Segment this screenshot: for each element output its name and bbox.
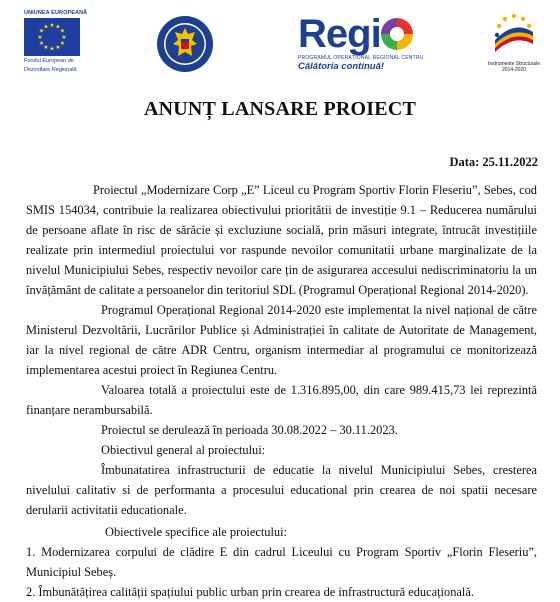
svg-text:★: ★: [43, 44, 49, 51]
paragraph-program-info: Programul Operațional Regional 2014-2020 este implementat la nivel național de către Ministerul Dezvoltării, Lucrărilor Publice și Administrației în calitate de Autoritate de Management, iar la nivel regional de către ADR Centru, organism intermediar al programului ce monitorizează implementarea acestui proiect în Regiunea Centru.: [26, 303, 537, 377]
is-caption-line-1: Instrumente Structurale: [488, 61, 540, 67]
eu-caption-line-2: Dezvoltare Regională: [24, 66, 77, 73]
svg-text:★: ★: [55, 44, 61, 51]
eu-logo: [24, 10, 88, 73]
is-caption-line-2: 2014-2020: [502, 67, 526, 73]
structural-instruments-logo-icon: [478, 10, 550, 82]
regio-tagline: Călătoria continuă!: [298, 61, 385, 72]
paragraph-project-value: Valoarea totală a proiectului este de 1.316.895,00, din care 989.415,73 lei reprezintă finanțare nerambursabilă.: [26, 383, 537, 417]
svg-text:★: ★: [38, 40, 45, 47]
svg-text:★: ★: [49, 45, 55, 53]
regio-logo-word: Regi: [298, 12, 381, 56]
svg-text:★: ★: [38, 27, 45, 35]
regio-o-mark: [381, 18, 413, 50]
svg-text:★: ★: [49, 22, 55, 29]
document-date: Data: 25.11.2022: [449, 155, 538, 169]
svg-text:★: ★: [61, 34, 67, 41]
page-title: ANUNȚ LANSARE PROIECT: [143, 98, 416, 120]
document-body: [26, 180, 537, 602]
list-item: 2. Îmbunătățirea calității spațiului public urban prin crearea de infrastructură educațională.: [26, 585, 474, 599]
paragraph-specific-objectives-heading: Obiectivele specifice ale proiectului:: [105, 525, 287, 539]
eu-caption-line-1: Fondul European de: [24, 58, 74, 64]
logo-bar: [0, 8, 560, 84]
regio-subtitle: PROGRAMUL OPERAȚIONAL REGIONAL CENTRU: [298, 55, 424, 61]
svg-text:★: ★: [37, 34, 43, 41]
svg-text:★: ★: [55, 23, 61, 31]
svg-text:★: ★: [59, 40, 66, 47]
eu-logo-top-text: UNIUNEA EUROPEANĂ: [24, 10, 88, 16]
paragraph-project-description: Proiectul „Modernizare Corp „E” Liceul cu Program Sportiv Florin Fleseriu”, Sebes, cod SMIS 154034, contribuie la realizarea obiectivului prioritătii de investiție 9.1 – Reducerea numărului de persoane aflate în risc de sărăcie și excluziune socială, prin măsuri integrate, întrucât investițiile realizate prin intermediul proiectului vor raspunde nevoilor comunitatii urbane marginalizate de la nivelul Municipiului Sebes, respectiv nevoilor care țin de asigurarea accesului nediscriminatoriu la un învățământ de calitate a persoanelor din teritoriul SDL (Programul Operațional Regional 2014-2020).: [26, 183, 537, 297]
paragraph-general-objective-heading: Obiectivul general al proiectului:: [101, 443, 266, 457]
eu-flag-icon: [24, 18, 80, 56]
svg-text:★: ★: [59, 27, 66, 35]
specific-objectives-list: [26, 542, 537, 602]
paragraph-project-period: Proiectul se derulează în perioada 30.08.2022 – 30.11.2023.: [101, 423, 398, 437]
paragraph-general-objective: Îmbunatatirea infrastructurii de educatie la nivelul Municipiului Sebes, cresterea nivelului calitativ si de performanta a procesului educational prin crearea de noi spatii necesare derularii activitatii educationale.: [26, 463, 537, 517]
romanian-coat-of-arms-icon: [155, 14, 215, 74]
svg-text:★: ★: [43, 23, 49, 31]
list-item: 1. Modernizarea corpului de clădire E din cadrul Liceului cu Program Sportiv „Florin Fleseriu”, Municipiul Sebeș.: [26, 545, 537, 579]
regio-logo-icon: [298, 14, 438, 84]
